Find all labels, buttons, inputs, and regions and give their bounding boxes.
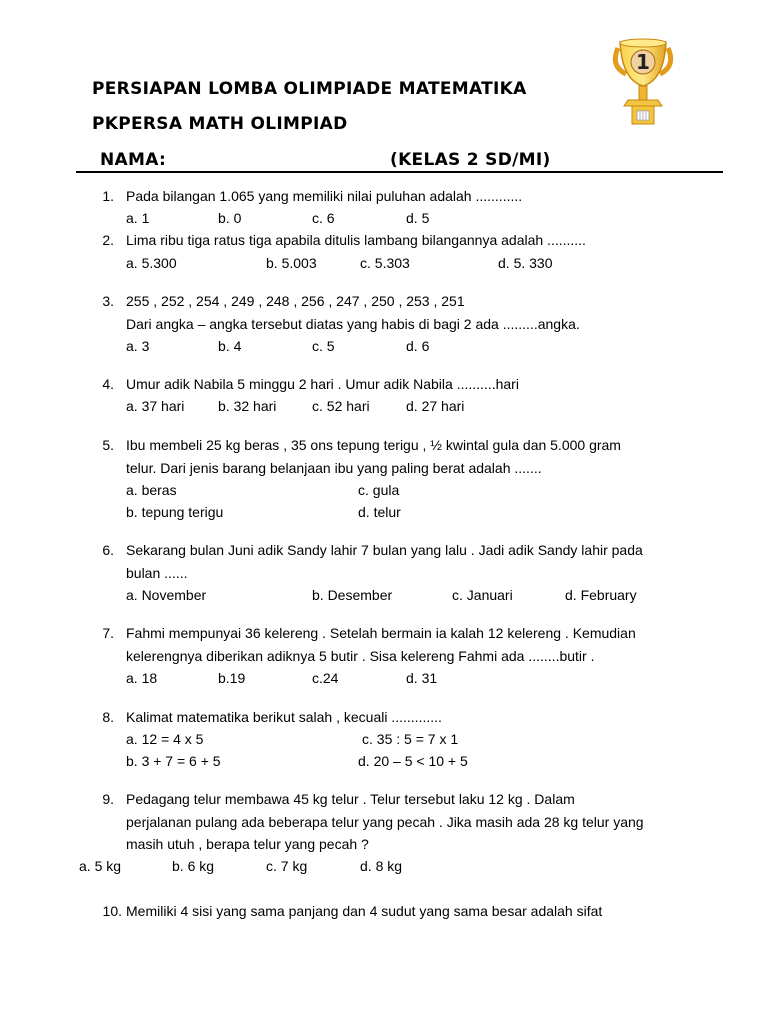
option-b: b. 5.003 (266, 255, 317, 271)
question-text: Fahmi mempunyai 36 kelereng . Setelah bermain ia kalah 12 kelereng . Kemudian (126, 625, 636, 641)
option-c: c. 5.303 (360, 255, 410, 271)
question-number: 2. (102, 232, 114, 248)
page-title: PERSIAPAN LOMBA OLIMPIADE MATEMATIKA (92, 79, 527, 99)
question-number: 5. (102, 437, 114, 453)
question-text: Umur adik Nabila 5 minggu 2 hari . Umur adik Nabila ..........hari (126, 376, 519, 392)
option-a: a. 37 hari (126, 398, 185, 414)
option-d: d. telur (358, 504, 401, 520)
option-b: b. 0 (218, 210, 242, 226)
question-text: Memiliki 4 sisi yang sama panjang dan 4 sudut yang sama besar adalah sifat (126, 903, 603, 919)
option-c: c. 35 : 5 = 7 x 1 (362, 731, 459, 747)
question-text: Lima ribu tiga ratus tiga apabila ditulis lambang bilangannya adalah .......... (126, 232, 586, 248)
question-text: perjalanan pulang ada beberapa telur yang pecah . Jika masih ada 28 kg telur yang (126, 814, 644, 830)
page-subtitle: PKPERSA MATH OLIMPIAD (92, 114, 348, 134)
option-d: d. February (565, 587, 637, 603)
trophy-icon (612, 36, 674, 128)
option-a: a. 12 = 4 x 5 (126, 731, 204, 747)
question-text: Kalimat matematika berikut salah , kecuali ............. (126, 709, 442, 725)
question-number: 1. (102, 188, 114, 204)
option-b: b.19 (218, 670, 246, 686)
question-text: kelerengnya diberikan adiknya 5 butir . Sisa kelereng Fahmi ada ........butir . (126, 648, 595, 664)
question-text: masih utuh , berapa telur yang pecah ? (126, 836, 369, 852)
option-c: c. 7 kg (266, 858, 308, 874)
question-text: Dari angka – angka tersebut diatas yang habis di bagi 2 ada .........angka. (126, 316, 580, 332)
option-b: b. 4 (218, 338, 242, 354)
question-number: 4. (102, 376, 114, 392)
option-a: a. 1 (126, 210, 150, 226)
option-d: d. 27 hari (406, 398, 465, 414)
question-text: 255 , 252 , 254 , 249 , 248 , 256 , 247 , 250 , 253 , 251 (126, 293, 465, 309)
option-c: c. Januari (452, 587, 513, 603)
option-b: b. 6 kg (172, 858, 215, 874)
option-d: d. 20 – 5 < 10 + 5 (358, 753, 468, 769)
option-c: c. gula (358, 482, 400, 498)
option-d: d. 31 (406, 670, 438, 686)
question-text: Pada bilangan 1.065 yang memiliki nilai puluhan adalah ............ (126, 188, 523, 204)
question-number: 3. (102, 293, 114, 309)
option-b: b. 3 + 7 = 6 + 5 (126, 753, 221, 769)
question-text: telur. Dari jenis barang belanjaan ibu yang paling berat adalah ....... (126, 460, 542, 476)
question-text: bulan ...... (126, 565, 188, 581)
question-text: Ibu membeli 25 kg beras , 35 ons tepung terigu , ½ kwintal gula dan 5.000 gram (126, 437, 621, 453)
header-divider (76, 171, 723, 173)
option-a: a. 3 (126, 338, 150, 354)
option-c: c. 52 hari (312, 398, 370, 414)
name-label: NAMA: (100, 150, 167, 170)
question-number: 7. (102, 625, 114, 641)
option-c: c. 5 (312, 338, 335, 354)
question-text: Pedagang telur membawa 45 kg telur . Telur tersebut laku 12 kg . Dalam (126, 791, 575, 807)
question-number: 10. (102, 903, 122, 919)
option-d: d. 5 (406, 210, 430, 226)
option-a: a. 5 kg (79, 858, 122, 874)
option-a: a. 18 (126, 670, 158, 686)
option-b: b. 32 hari (218, 398, 277, 414)
class-label: (KELAS 2 SD/MI) (390, 150, 551, 170)
option-b: b. Desember (312, 587, 393, 603)
question-number: 9. (102, 791, 114, 807)
option-d: d. 6 (406, 338, 430, 354)
option-a: a. beras (126, 482, 177, 498)
option-c: c. 6 (312, 210, 335, 226)
option-b: b. tepung terigu (126, 504, 224, 520)
question-number: 8. (102, 709, 114, 725)
option-a: a. November (126, 587, 207, 603)
option-d: d. 8 kg (360, 858, 403, 874)
question-number: 6. (102, 542, 114, 558)
option-d: d. 5. 330 (498, 255, 553, 271)
trophy-number: 1 (636, 50, 650, 74)
question-text: Sekarang bulan Juni adik Sandy lahir 7 bulan yang lalu . Jadi adik Sandy lahir pada (126, 542, 643, 558)
option-c: c.24 (312, 670, 339, 686)
option-a: a. 5.300 (126, 255, 177, 271)
